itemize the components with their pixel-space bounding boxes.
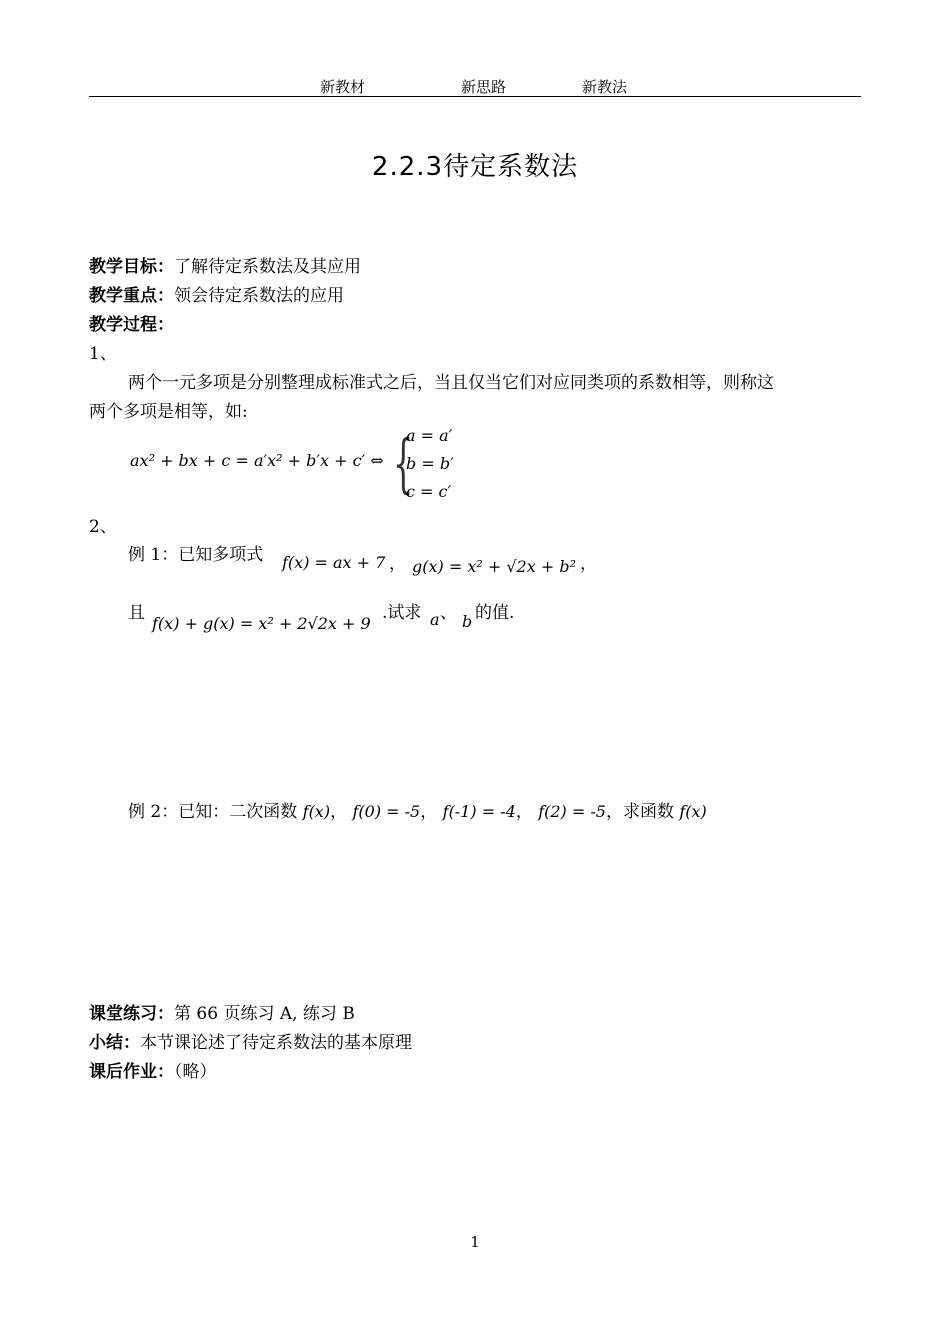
section1-paragraph-line2: 两个多项是相等，如: [89, 402, 248, 422]
section1-paragraph-line1: 两个一元多项是分别整理成标准式之后，当且仅当它们对应同类项的系数相等，则称这 [128, 373, 774, 393]
focus-line [89, 281, 344, 306]
practice-text: 第 66 页练习 A, 练习 B [174, 1004, 355, 1024]
system-brace: { [393, 427, 414, 501]
example1-comma2: ， [580, 554, 597, 574]
document-title: 2.2.3待定系数法 [371, 152, 579, 182]
example2-condition3: f(2) = -5 [538, 802, 606, 821]
example2-comma2: ， [420, 802, 438, 822]
objective-label: 教学目标： [89, 257, 174, 277]
example1-var-b: b [462, 612, 473, 631]
header-item-new-thinking: 新思路 [461, 78, 507, 96]
example2-prefix: 例 2：已知：二次函数 [128, 802, 298, 822]
summary-text: 本节课论述了待定系数法的基本原理 [140, 1033, 412, 1053]
system-row-c: c = c′ [406, 482, 452, 501]
homework-line [89, 1057, 217, 1082]
example2-comma3: ， [515, 802, 533, 822]
example2-condition1: f(0) = -5 [352, 802, 421, 821]
example2-comma4: ， [605, 802, 623, 822]
section1-number: 1、 [89, 344, 117, 364]
page-number: 1 [470, 1233, 480, 1251]
example1-suffix: 的值. [475, 603, 515, 623]
example1-var-a: a [430, 610, 440, 629]
example1-prefix: 例 1：已知多项式 [128, 545, 264, 565]
practice-line [89, 999, 355, 1024]
example1-and: 且 [128, 603, 145, 623]
header-item-new-textbook: 新教材 [320, 78, 366, 96]
example1-f-definition: f(x) = ax + 7 [282, 553, 386, 572]
example2-condition2: f(-1) = -4 [442, 802, 516, 821]
example1-separator: 、 [440, 603, 457, 623]
page-header [89, 76, 861, 97]
polynomial-equality-equation: ax² + bx + c = a′x² + b′x + c′ ⇔ [130, 451, 384, 470]
process-label: 教学过程： [89, 315, 174, 335]
summary-label: 小结： [89, 1033, 140, 1053]
focus-text: 领会待定系数法的应用 [174, 286, 344, 306]
section2-number: 2、 [89, 517, 117, 537]
example2-fx2: f(x) [679, 802, 707, 821]
example1-ask: .试求 [382, 603, 422, 623]
example2-comma1: ， [330, 802, 348, 822]
example2-line [128, 797, 707, 822]
homework-text: （略） [174, 1062, 217, 1082]
system-row-a: a = a′ [406, 426, 453, 445]
practice-label: 课堂练习： [89, 1004, 174, 1024]
objective-text: 了解待定系数法及其应用 [174, 257, 361, 277]
example2-fx: f(x) [302, 802, 331, 821]
system-row-b: b = b′ [406, 454, 454, 473]
objective-line [89, 252, 361, 277]
example1-sum-condition: f(x) + g(x) = x² + 2√2x + 9 [152, 614, 371, 633]
homework-label: 课后作业： [89, 1062, 174, 1082]
example1-comma1: ， [389, 554, 406, 574]
summary-line [89, 1028, 412, 1053]
focus-label: 教学重点： [89, 286, 174, 306]
header-item-new-method: 新教法 [582, 78, 628, 96]
example2-ask: 求函数 [622, 802, 674, 822]
example1-g-definition: g(x) = x² + √2x + b² [412, 557, 576, 576]
